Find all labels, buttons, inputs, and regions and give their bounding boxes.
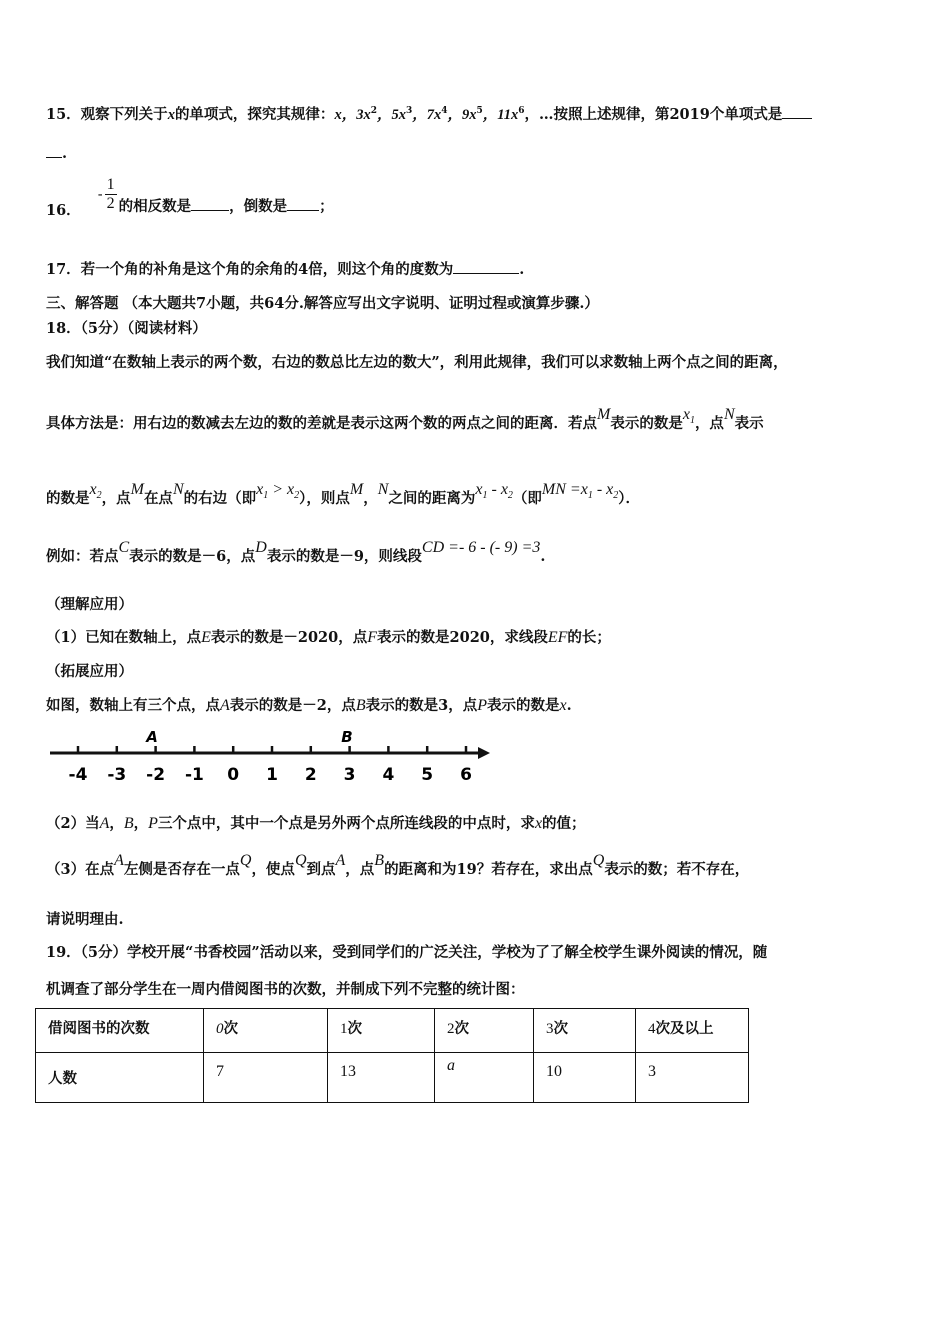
cell-number: 1 <box>340 1021 348 1037</box>
text: ），则点 <box>299 490 350 507</box>
tick-label: 1 <box>266 765 278 785</box>
table-cell: 人数 <box>36 1053 204 1103</box>
var-Q: Q <box>239 852 252 869</box>
q16-text: ； <box>319 197 334 215</box>
answer-blank[interactable] <box>453 261 519 274</box>
exponent: 5 <box>476 106 483 117</box>
term: ，7x <box>412 107 442 123</box>
cell-number: 0 <box>216 1021 224 1037</box>
var-P: P <box>477 697 488 714</box>
table-cell <box>204 1009 328 1053</box>
table-cell <box>435 1053 534 1103</box>
text: （3）在点 <box>46 861 115 878</box>
text: 表示的数是 <box>610 415 683 432</box>
text: （1）已知在数轴上，点 <box>46 629 202 646</box>
subscript: 1 <box>689 415 695 427</box>
cell-number: 4 <box>648 1021 656 1037</box>
q15-end: . <box>62 145 68 162</box>
subscript: 2 <box>96 490 102 502</box>
table-cell <box>328 1009 435 1053</box>
var-M: M <box>130 481 144 498</box>
gt-sign: > <box>268 481 288 498</box>
minus-sign: - <box>592 481 607 498</box>
question-15 <box>46 103 812 124</box>
q18-para1: 我们知道“在数轴上表示的两个数，右边的数总比左边的数大”，利用此规律，我们可以求数轴上两个点之间的距离， <box>46 354 788 371</box>
var-B: B <box>123 815 134 832</box>
term: 3x <box>356 107 371 123</box>
q16-text: ，倒数是 <box>229 197 288 215</box>
tick-label: -4 <box>68 765 88 785</box>
text: 的数是 <box>46 490 90 507</box>
q15-mid: 的单项式，探究其规律： <box>174 106 335 123</box>
subscript: 2 <box>613 490 619 502</box>
text: 表示的数是－9，则线段 <box>266 548 422 565</box>
text: ， <box>133 815 149 832</box>
table-cell <box>636 1009 749 1053</box>
var-x: x <box>287 481 295 498</box>
var-x: x <box>500 481 508 498</box>
text: ，点 <box>694 415 724 432</box>
cell-unit: 次 <box>454 1020 469 1037</box>
var-EF: EF <box>547 629 568 646</box>
exponent: 4 <box>441 106 448 117</box>
text: 的右边（即 <box>183 490 257 507</box>
q18-part2 <box>46 812 586 833</box>
table-cell: 3 <box>636 1053 749 1103</box>
text: 之间的距离为 <box>388 490 476 507</box>
fraction-denominator: 2 <box>106 195 115 212</box>
text: ，点 <box>345 861 375 878</box>
cell-unit: 次 <box>223 1020 238 1037</box>
var-x: x <box>475 481 483 498</box>
var-Q: Q <box>592 852 605 869</box>
tick-label: 0 <box>227 765 240 785</box>
var-P: P <box>148 815 158 832</box>
var-N: N <box>377 481 389 498</box>
text: 的距离和为19？若存在，求出点 <box>384 861 593 878</box>
var-A: A <box>99 815 110 832</box>
var-N: N <box>172 481 184 498</box>
table-cell: 13 <box>328 1053 435 1103</box>
q17-text: 17．若一个角的补角是这个角的余角的4倍，则这个角的度数为 <box>46 261 454 278</box>
text: ，使点 <box>251 861 295 878</box>
subscript: 1 <box>263 490 269 502</box>
term: x， <box>334 107 357 123</box>
exponent: 2 <box>370 106 377 117</box>
var-x2 <box>89 481 102 502</box>
cell-number: 3 <box>546 1021 554 1037</box>
exponent: 6 <box>518 106 525 117</box>
subscript: 2 <box>294 490 300 502</box>
cell-unit: 次及以上 <box>655 1020 714 1037</box>
text: 具体方法是：用右边的数减去左边的数的差就是表示这两个数的两点之间的距离．若点 <box>46 415 597 432</box>
question-18-header: 18．（5分）（阅读材料） <box>46 320 207 337</box>
term: ，11x <box>482 107 519 123</box>
q16-text: 的相反数是 <box>118 197 192 215</box>
text: 的长； <box>567 629 611 646</box>
text: 表示的数是2020，求线段 <box>377 629 548 646</box>
fraction-numerator: 1 <box>106 176 115 193</box>
var-x: x <box>167 107 175 123</box>
q18-figure-intro <box>46 694 572 715</box>
subscript: 1 <box>587 490 593 502</box>
text: ， <box>109 815 124 832</box>
x1-minus-x2 <box>475 481 513 502</box>
var-F: F <box>367 629 378 646</box>
table-cell: 借阅图书的次数 <box>36 1009 204 1053</box>
answer-blank[interactable] <box>46 145 62 158</box>
q18-para3 <box>46 481 641 510</box>
answer-blank[interactable] <box>287 198 319 211</box>
var-M: M <box>349 481 364 498</box>
tick-label: 2 <box>304 765 317 785</box>
cell-unit: 次 <box>347 1020 362 1037</box>
q18-example <box>46 539 546 566</box>
term: ，5x <box>376 107 406 123</box>
var-x: x <box>559 697 567 714</box>
cell-number: 2 <box>447 1021 455 1037</box>
section-heading: 三、解答题 （本大题共7小题，共64分.解答应写出文字说明、证明过程或演算步骤.） <box>46 295 599 312</box>
text: 表示的数是－6，点 <box>129 548 256 565</box>
q15-prefix: 15．观察下列关于 <box>46 106 168 123</box>
number-line-figure <box>40 722 500 788</box>
table-cell: 10 <box>534 1053 636 1103</box>
var-x: x <box>682 406 690 423</box>
text: 左侧是否存在一点 <box>123 861 240 878</box>
answer-blank[interactable] <box>782 106 812 119</box>
minus-sign: - <box>487 481 501 498</box>
text: 表示 <box>734 415 764 432</box>
number-line-labels <box>69 765 472 785</box>
text: . <box>540 548 546 565</box>
statistics-table <box>35 1008 749 1103</box>
text: （即 <box>512 490 542 507</box>
table-cell <box>435 1009 534 1053</box>
text: 如图，数轴上有三个点，点 <box>46 697 220 714</box>
point-A-label: A <box>146 728 158 746</box>
text: 表示的数是－2020，点 <box>210 629 368 646</box>
answer-blank[interactable] <box>191 198 229 211</box>
extend-heading: （拓展应用） <box>46 663 133 680</box>
var-A: A <box>220 697 230 714</box>
text: 例如：若点 <box>46 548 119 565</box>
var-D: D <box>255 539 267 556</box>
table-cell <box>534 1009 636 1053</box>
table-row <box>36 1053 749 1103</box>
question-19-cont: 机调查了部分学生在一周内借阅图书的次数，并制成下列不完整的统计图： <box>46 981 525 998</box>
q18-para2 <box>46 406 764 435</box>
exponent: 3 <box>405 106 413 117</box>
text: 三个点中，其中一个点是另外两个点所连线段的中点时，求 <box>157 815 535 832</box>
q18-part3-cont: 请说明理由. <box>46 911 124 928</box>
tick-label: -3 <box>107 765 127 785</box>
text: 到点 <box>306 861 336 878</box>
cell-value: a <box>447 1057 455 1074</box>
tick-label: 3 <box>343 765 356 785</box>
var-x: x <box>89 481 97 498</box>
q18-part1 <box>46 626 611 647</box>
tick-label: 5 <box>421 765 434 785</box>
text: 表示的数；若不存在， <box>604 861 750 878</box>
tick-label: -1 <box>184 765 204 785</box>
var-M: M <box>597 406 611 423</box>
text: ，点 <box>101 490 131 507</box>
fraction-half <box>105 176 117 213</box>
subscript: 2 <box>507 490 513 502</box>
text: 在点 <box>143 490 173 507</box>
x1-gt-x2 <box>256 481 300 502</box>
tick-label: 6 <box>460 765 472 785</box>
neg-sign: - <box>97 186 103 203</box>
text: （2）当 <box>46 815 100 832</box>
text: . <box>566 697 572 714</box>
subscript: 1 <box>482 490 488 502</box>
text: MN = <box>541 481 581 498</box>
text: ， <box>363 490 378 507</box>
CD-formula: CD =- 6 - (- 9) =3 <box>421 539 541 556</box>
tick-label: -2 <box>146 765 166 785</box>
text: 表示的数是－2，点 <box>229 697 356 714</box>
question-17 <box>46 258 524 279</box>
var-x1 <box>682 406 695 427</box>
text: 的值； <box>542 815 586 832</box>
var-x: x <box>580 481 588 498</box>
question-15-cont <box>46 145 67 162</box>
text: 表示的数是 <box>487 697 560 714</box>
text: 表示的数是3，点 <box>365 697 478 714</box>
var-B: B <box>355 697 366 714</box>
question-19: 19．（5分）学校开展“书香校园”活动以来，受到同学们的广泛关注，学校为了了解全校学生课外阅读的情况，随 <box>46 944 768 961</box>
text: ）． <box>618 490 641 507</box>
MN-formula <box>541 481 619 502</box>
q17-end: . <box>519 261 525 278</box>
var-Q: Q <box>294 852 307 869</box>
var-x: x <box>534 815 543 832</box>
var-A: A <box>114 852 124 869</box>
var-B: B <box>374 852 385 869</box>
var-A: A <box>335 852 346 869</box>
cell-unit: 次 <box>553 1020 568 1037</box>
tick-label: 4 <box>382 765 395 785</box>
var-x: x <box>606 481 614 498</box>
arrow-head-icon <box>478 747 490 759</box>
table-row <box>36 1009 749 1053</box>
table-cell: 7 <box>204 1053 328 1103</box>
point-B-label: B <box>341 728 353 746</box>
q15-suffix: ，…按照上述规律，第2019个单项式是 <box>524 106 783 123</box>
understand-heading: （理解应用） <box>46 596 133 613</box>
q18-part3 <box>46 852 750 879</box>
q16-number: 16． <box>46 201 81 219</box>
term: ，9x <box>447 107 477 123</box>
var-N: N <box>723 406 735 423</box>
question-16 <box>46 176 334 219</box>
var-E: E <box>201 629 211 646</box>
var-C: C <box>118 539 130 556</box>
var-x: x <box>256 481 264 498</box>
